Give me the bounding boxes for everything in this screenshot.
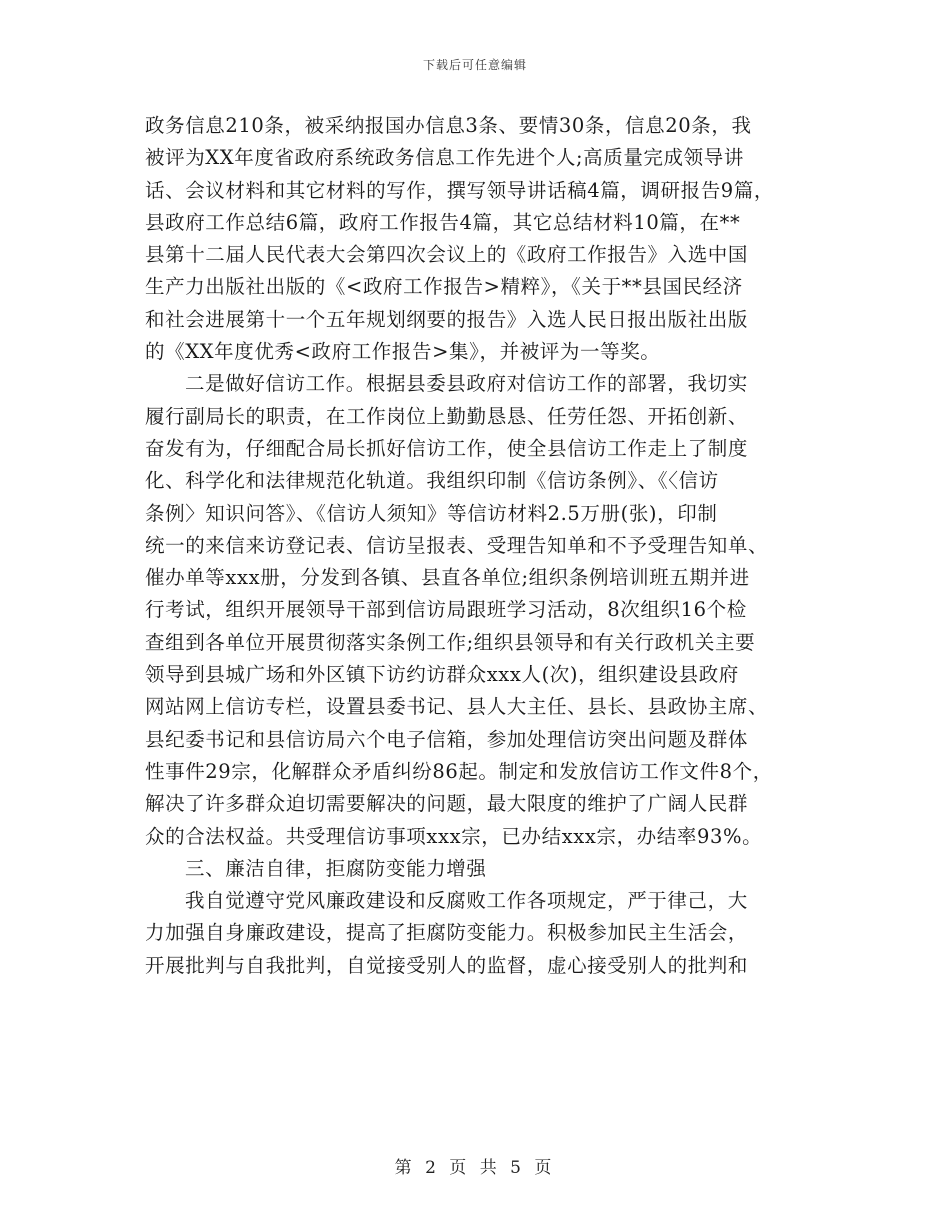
- page-header: 下载后可任意编辑: [422, 58, 527, 72]
- text-line: 性事件29宗，化解群众矛盾纠纷86起。制定和发放信访工作文件8个，: [145, 759, 773, 783]
- text-line: 解决了许多群众迫切需要解决的问题，最大限度的维护了广阔人民群: [145, 792, 749, 816]
- text-line: 众的合法权益。共受理信访事项xxx宗，已办结xxx宗，办结率93%。: [145, 824, 763, 848]
- text-line: 条例〉知识问答》、《信访人须知》等信访材料2.5万册(张)，印制: [145, 501, 718, 525]
- text-line: 被评为XX年度省政府系统政务信息工作先进个人;高质量完成领导讲: [145, 146, 744, 170]
- text-line: 的《XX年度优秀<政府工作报告>集》，并被评为一等奖。: [145, 340, 661, 364]
- text-line: 二是做好信访工作。根据县委县政府对信访工作的部署，我切实: [185, 372, 748, 396]
- text-line: 力加强自身廉政建设，提高了拒腐防变能力。积极参加民主生活会，: [145, 921, 749, 945]
- text-line: 县政府工作总结6篇，政府工作报告4篇，其它总结材料10篇，在**: [145, 210, 741, 234]
- text-line: 查组到各单位开展贯彻落实条例工作;组织县领导和有关行政机关主要: [145, 630, 756, 654]
- text-line: 化、科学化和法律规范化轨道。我组织印制《信访条例》、《〈信访: [145, 469, 719, 493]
- text-line: 三、廉洁自律，拒腐防变能力增强: [185, 856, 487, 880]
- text-line: 和社会进展第十一个五年规划纲要的报告》入选人民日报出版社出版: [145, 307, 749, 331]
- text-line: 统一的来信来访登记表、信访呈报表、受理告知单和不予受理告知单、: [145, 533, 769, 557]
- text-line: 奋发有为，仔细配合局长抓好信访工作，使全县信访工作走上了制度: [145, 436, 749, 460]
- text-line: 政务信息210条，被采纳报国办信息3条、要情30条，信息20条，我: [145, 114, 752, 137]
- text-line: 履行副局长的职责，在工作岗位上勤勤恳恳、任劳任怨、开拓创新、: [145, 404, 749, 428]
- page-number-footer: 第 2 页 共 5 页: [394, 1158, 556, 1178]
- text-line: 我自觉遵守党风廉政建设和反腐败工作各项规定，严于律己，大: [185, 889, 748, 913]
- text-line: 开展批判与自我批判，自觉接受别人的监督，虚心接受别人的批判和: [145, 953, 749, 977]
- text-line: 催办单等xxx册，分发到各镇、县直各单位;组织条例培训班五期并进: [145, 566, 750, 590]
- text-line: 县纪委书记和县信访局六个电子信箱，参加处理信访突出问题及群体: [145, 727, 749, 751]
- text-line: 网站网上信访专栏，设置县委书记、县人大主任、县长、县政协主席、: [145, 695, 769, 719]
- text-line: 生产力出版社出版的《<政府工作报告>精粹》，《关于**县国民经济: [145, 275, 743, 299]
- text-line: 行考试，组织开展领导干部到信访局跟班学习活动，8次组织16个检: [145, 598, 747, 622]
- text-line: 县第十二届人民代表大会第四次会议上的《政府工作报告》入选中国: [145, 243, 749, 267]
- text-line: 领导到县城广场和外区镇下访约访群众xxx人(次)，组织建设县政府: [145, 663, 739, 687]
- document-body: [145, 110, 815, 982]
- text-line: 话、会议材料和其它材料的写作，撰写领导讲话稿4篇，调研报告9篇，: [145, 178, 775, 202]
